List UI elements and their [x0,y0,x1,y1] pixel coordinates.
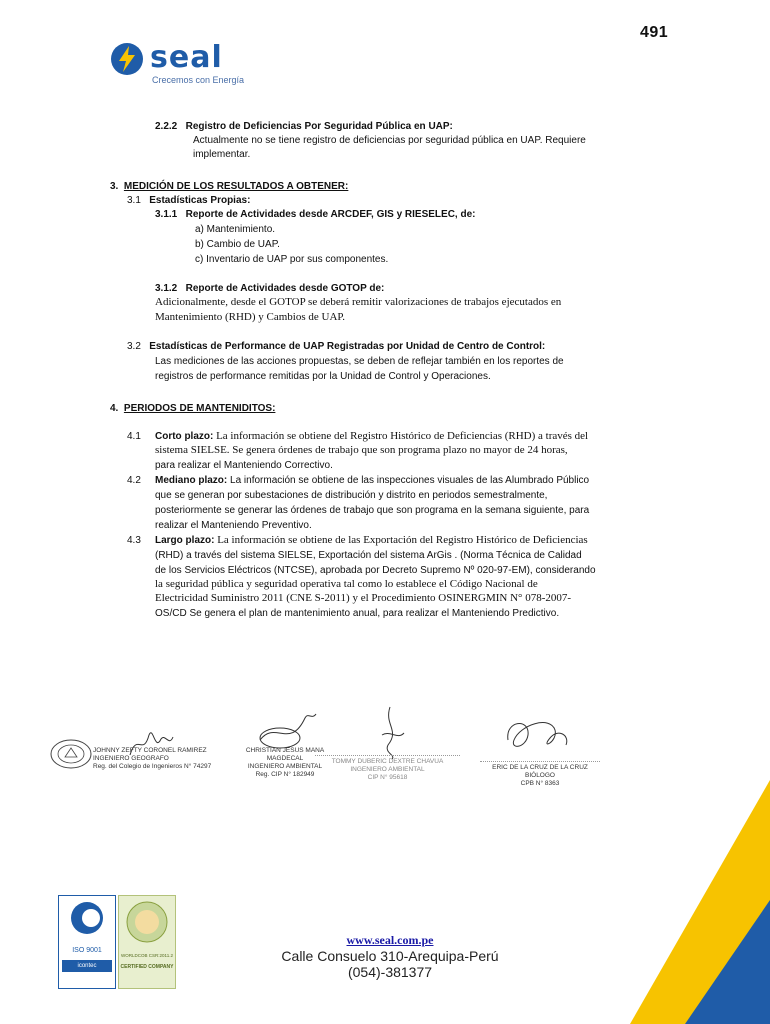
signature-3-reg: CIP N° 95618 [367,774,408,781]
signature-2-reg: Reg. CIP N° 182949 [255,771,315,778]
signature-2-scribble [250,710,320,752]
section-42-line-3: posteriormente se generar las órdenes de trabajo que son programa en la semana siguiente, para [155,505,590,516]
section-32-heading [127,340,545,353]
seal-emblem-icon [110,42,144,76]
page-number: 491 [640,24,669,41]
section-312-text-1: Adicionalmente, desde el GOTOP se deberá remitir valorizaciones de trabajos ejecutados en [155,296,562,308]
section-4-heading [110,402,275,415]
section-42-label: Mediano plazo: [155,475,228,486]
signature-3-name: TOMMY DUBERIC DEXTRE CHAVUA [331,758,444,765]
section-222-text-1: Actualmente no se tiene registro de deficiencias por seguridad pública en UAP. Requiere [193,135,586,146]
signature-2-name: CHRISTIAN JESUS MANA MAGDECAL [245,747,325,762]
section-42-line-4: realizar el Manteniendo Preventivo. [155,520,312,531]
section-41-line-1 [155,430,588,443]
section-43-label: Largo plazo: [155,535,215,546]
signature-4 [480,761,600,788]
section-32-text-1: Las mediciones de las acciones propuestas, se deben de reflejar también en los reportes de [155,356,564,367]
section-31-number: 3.1 [127,195,141,206]
logo-tagline: Crecemos con Energía [152,75,245,85]
section-43-line-3: de los Servicios Eléctricos (NTCSE), aprobada por Decreto Supremo Nº 020-97-EM), considerando [155,565,596,576]
icontec-logo-icon [59,896,115,938]
section-41-number: 4.1 [127,431,141,442]
seal-logo [110,40,270,90]
section-311-title: Reporte de Actividades desde ARCDEF, GIS y RIESELEC, de: [185,209,476,220]
section-222-heading [155,120,453,133]
section-312-text-2: Mantenimiento (RHD) y Cambios de UAP. [155,311,346,323]
section-41-line-3: para realizar el Manteniendo Correctivo. [155,460,333,471]
worldcob-seal-icon [119,896,175,948]
signature-3 [315,755,460,782]
corner-decoration [590,780,770,1024]
certified-company-label: CERTIFIED COMPANY [120,964,174,970]
section-222-text-2: implementar. [193,149,251,160]
signature-4-name: ERIC DE LA CRUZ DE LA CRUZ [492,764,588,771]
section-41-line-1-text: La información se obtiene del Registro Histórico de Deficiencias (RHD) a través del [213,430,589,442]
section-42-line-1 [155,474,589,487]
signature-area [45,705,645,805]
signature-1-name: JOHNNY ZEFTY CORONEL RAMIREZ [93,747,207,754]
signature-4-role: BIÓLOGO [525,772,555,779]
worldcob-certificate [118,895,176,989]
section-43-line-2: (RHD) a través del sistema SIELSE, Exportación del sistema ArGis . (Norma Técnica de Calidad [155,550,582,561]
section-32-text-2: registros de performance remitidas por la Unidad de Control y Operaciones. [155,371,491,382]
section-43-line-4: la seguridad pública y seguridad operativa tal como lo establece el Código Nacional de [155,578,538,590]
footer-address [240,948,540,980]
section-31-heading [127,194,250,207]
section-42-line-2: que se generan por subestaciones de distribución y distrito en periodos semestralmente, [155,490,548,501]
section-43-line-5: Electricidad Suministro 2011 (CNE S-2011) y el Procedimiento OSINERGMIN N° 078-2007- [155,592,572,604]
iso-label: ISO 9001 [72,947,102,954]
section-42-line-1-text: La información se obtiene de las inspecciones visuales de las Alumbrado Público [227,475,590,486]
signature-1 [93,747,233,771]
professional-seal-icon [50,739,92,769]
section-43-line-1-text: La información se obtiene de las Exportación del Registro Histórico de Deficiencias [214,534,588,546]
section-42-number: 4.2 [127,475,141,486]
signature-3-scribble [370,705,410,760]
section-312-title: Reporte de Actividades desde GOTOP de: [185,283,385,294]
list-item: b) Cambio de UAP. [195,239,280,250]
section-3-title: MEDICIÓN DE LOS RESULTADOS A OBTENER: [123,181,349,192]
section-4-title: PERIODOS DE MANTENIDITOS: [123,403,276,414]
list-item: c) Inventario de UAP por sus componentes. [195,254,389,265]
iso-certificate [58,895,116,989]
section-41-label: Corto plazo: [155,431,214,442]
section-43-line-1 [155,534,588,547]
icontec-label: icontec [62,960,112,972]
section-32-title: Estadísticas de Performance de UAP Registradas por Unidad de Centro de Control: [149,341,546,352]
section-43-number: 4.3 [127,535,141,546]
signature-1-role: INGENIERO GEOGRAFO [93,755,169,762]
section-41-line-2: sistema SIELSE. Se genera órdenes de trabajo que son programa plazo no mayor de 24 horas, [155,444,568,456]
section-311-number: 3.1.1 [155,209,178,220]
section-222-title: Registro de Deficiencias Por Seguridad Pública en UAP: [185,121,453,132]
address-line: Calle Consuelo 310-Arequipa-Perú [281,948,499,964]
signature-4-scribble [500,710,575,755]
certification-logos [58,895,176,987]
section-43-line-6: OS/CD Se genera el plan de mantenimiento anual, para realizar el Manteniendo Predictivo. [155,608,560,619]
signature-3-role: INGENIERO AMBIENTAL [350,766,425,773]
section-3-heading [110,180,348,193]
section-311-heading [155,208,475,221]
section-312-number: 3.1.2 [155,283,178,294]
signature-4-reg: CPB N° 8363 [520,780,560,787]
website-link[interactable]: www.seal.com.pe [346,933,434,947]
worldcob-label: WORLDCOB CSR:2011.2 [121,953,173,958]
section-32-number: 3.2 [127,341,141,352]
section-31-title: Estadísticas Propias: [149,195,251,206]
list-item: a) Mantenimiento. [195,224,276,235]
phone-line: (054)-381377 [347,964,433,980]
section-312-heading [155,282,384,295]
section-3-number: 3. [110,181,119,192]
section-4-number: 4. [110,403,119,414]
signature-2-role: INGENIERO AMBIENTAL [247,763,323,770]
signature-1-reg: Reg. del Colegio de Ingenieros N° 74297 [93,763,212,770]
section-222-number: 2.2.2 [155,121,178,132]
logo-wordmark: seal [150,40,223,75]
